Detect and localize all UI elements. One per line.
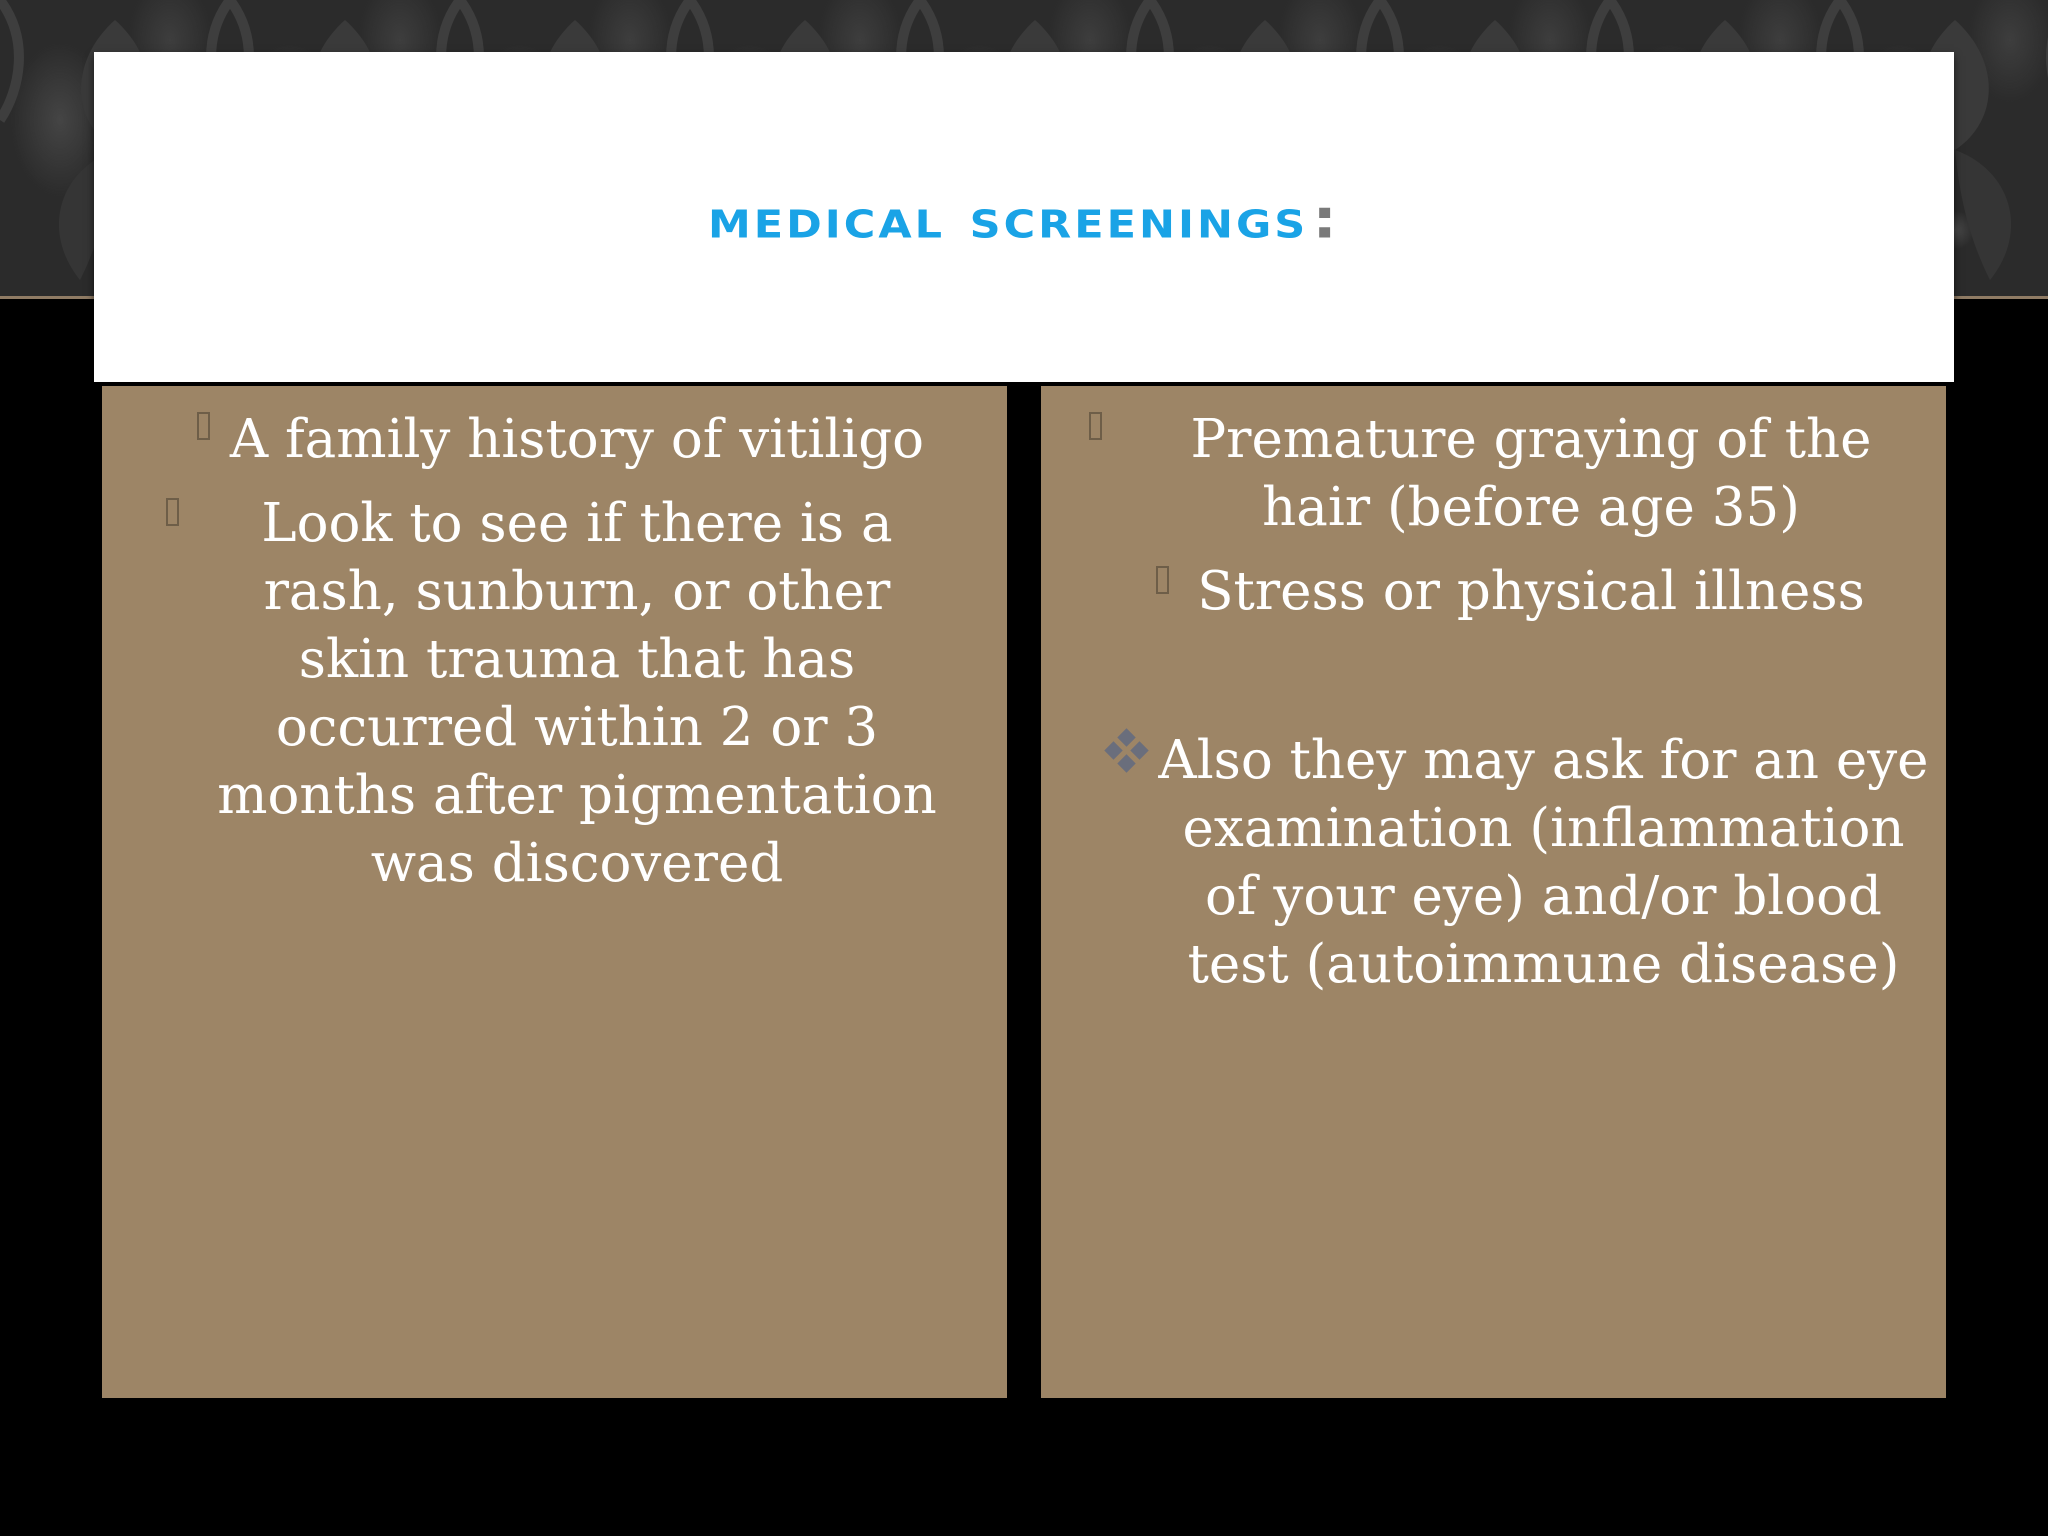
list-item: Look to see if there is a rash, sunburn, or other skin trauma that has occurred within 2 or 3 months after pigmentation was discovered [217, 493, 937, 894]
left-content-panel [102, 386, 1007, 1398]
square-bullet-icon [1089, 412, 1102, 440]
note-text: Also they may ask for an eye examination (inflammation of your eye) and/or blood test (autoimmune disease) [1158, 730, 1929, 995]
list-item: Stress or physical illness [1197, 561, 1865, 622]
right-content-panel [1041, 386, 1946, 1398]
square-bullet-icon [166, 498, 179, 526]
slide-title-colon: : [1312, 186, 1341, 251]
slide-title-text: medical screenings [707, 186, 1309, 251]
square-bullet-icon [1156, 566, 1169, 594]
list-item: A family history of vitiligo [229, 409, 925, 470]
title-box [94, 52, 1954, 382]
slide-title [708, 186, 1340, 250]
square-bullet-icon [197, 412, 210, 440]
list-item: Premature graying of the hair (before age 35) [1190, 409, 1872, 538]
diamond-bullet-icon [1107, 731, 1147, 771]
